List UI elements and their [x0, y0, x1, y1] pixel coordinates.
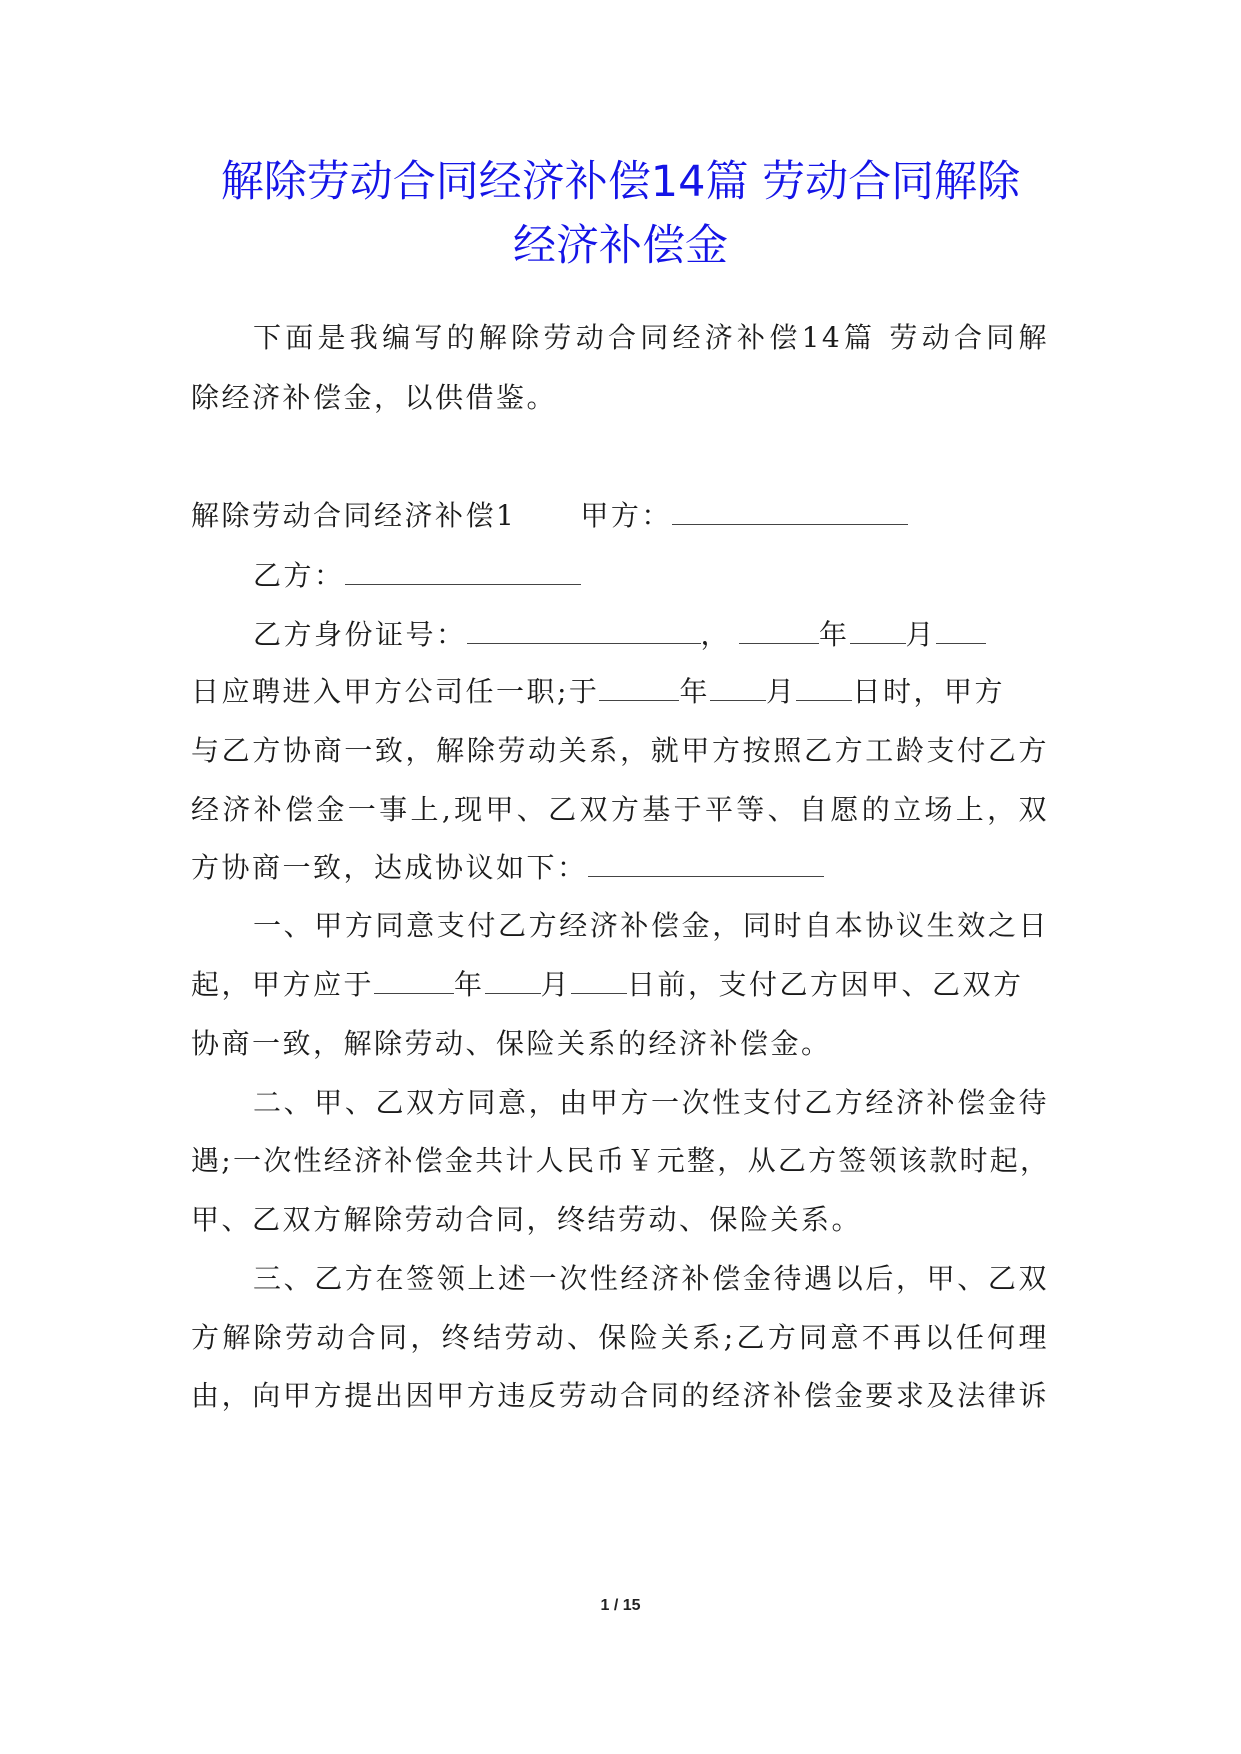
clause2-line-3: 甲、乙双方解除劳动合同，终结劳动、保险关系。	[191, 1203, 863, 1236]
clause1-line-2	[191, 965, 1049, 1005]
id-row	[191, 615, 1049, 655]
leave-year-label: 年	[679, 675, 710, 708]
clause1-line-1: 一、甲方同意支付乙方经济补偿金，同时自本协议生效之日	[253, 909, 1049, 942]
pay-year-blank	[374, 967, 454, 994]
p1-line-2	[191, 672, 1049, 712]
leave-month-blank	[710, 674, 766, 701]
clause2-line-1: 二、甲、乙双方同意，由甲方一次性支付乙方经济补偿金待	[253, 1086, 1049, 1119]
clause1-line-3: 协商一致，解除劳动、保险关系的经济补偿金。	[191, 1027, 832, 1060]
id-blank	[467, 617, 701, 644]
hire-year-blank	[739, 617, 819, 644]
page-indicator: 1 / 15	[600, 1597, 641, 1614]
p1-l2-text-b: 日时，甲方	[852, 675, 1005, 708]
clause3-line-3: 由，向甲方提出因甲方违反劳动合同的经济补偿金要求及法律诉	[191, 1379, 1049, 1412]
c1-l2-text-a: 起，甲方应于	[191, 968, 375, 1001]
party-a-label: 甲方：	[580, 499, 672, 532]
hire-year-label: 年	[819, 618, 850, 651]
intro-line-1: 下面是我编写的解除劳动合同经济补偿14篇 劳动合同解	[253, 321, 1049, 354]
p1-line-4: 经济补偿金一事上,现甲、乙双方基于平等、自愿的立场上，双	[191, 793, 1049, 826]
hire-day-blank	[936, 617, 986, 644]
hire-month-blank	[850, 617, 906, 644]
pay-year-label: 年	[454, 968, 485, 1001]
c1-l2-text-b: 日前，支付乙方因甲、乙双方	[627, 968, 1024, 1001]
party-b-label: 乙方：	[253, 559, 345, 592]
document-title	[160, 150, 1081, 278]
clause2-line-2: 遇;一次性经济补偿金共计人民币￥元整，从乙方签领该款时起，	[191, 1144, 1049, 1177]
title-line-1: 解除劳动合同经济补偿14篇 劳动合同解除	[220, 157, 1021, 207]
id-label: 乙方身份证号：	[253, 618, 467, 651]
p1-line-5	[191, 848, 1049, 888]
section-heading-row	[191, 496, 1049, 536]
p1-l2-text-a: 日应聘进入甲方公司任一职;于	[191, 675, 600, 708]
section-heading: 解除劳动合同经济补偿1	[191, 499, 517, 532]
clause3-line-2: 方解除劳动合同，终结劳动、保险关系;乙方同意不再以任何理	[191, 1321, 1049, 1354]
leave-day-blank	[796, 674, 852, 701]
pay-month-label: 月	[540, 968, 572, 1001]
pay-month-blank	[485, 967, 541, 994]
leave-year-blank	[599, 674, 679, 701]
party-a-blank	[672, 498, 908, 525]
clause3-line-1: 三、乙方在签领上述一次性经济补偿金待遇以后，甲、乙双	[253, 1262, 1049, 1295]
hire-month-label: 月	[905, 618, 937, 651]
intro-line-2: 除经济补偿金，以供借鉴。	[191, 381, 558, 414]
p1-l5-text: 方协商一致，达成协议如下：	[191, 851, 588, 884]
p1-line-3: 与乙方协商一致，解除劳动关系，就甲方按照乙方工龄支付乙方	[191, 734, 1049, 767]
title-line-2: 经济补偿金	[513, 221, 728, 271]
id-comma: ，	[700, 618, 732, 651]
party-b-blank	[345, 558, 581, 585]
leave-month-label: 月	[765, 675, 797, 708]
party-b-row	[191, 556, 1049, 596]
agreement-blank	[588, 850, 824, 877]
pay-day-blank	[571, 967, 627, 994]
